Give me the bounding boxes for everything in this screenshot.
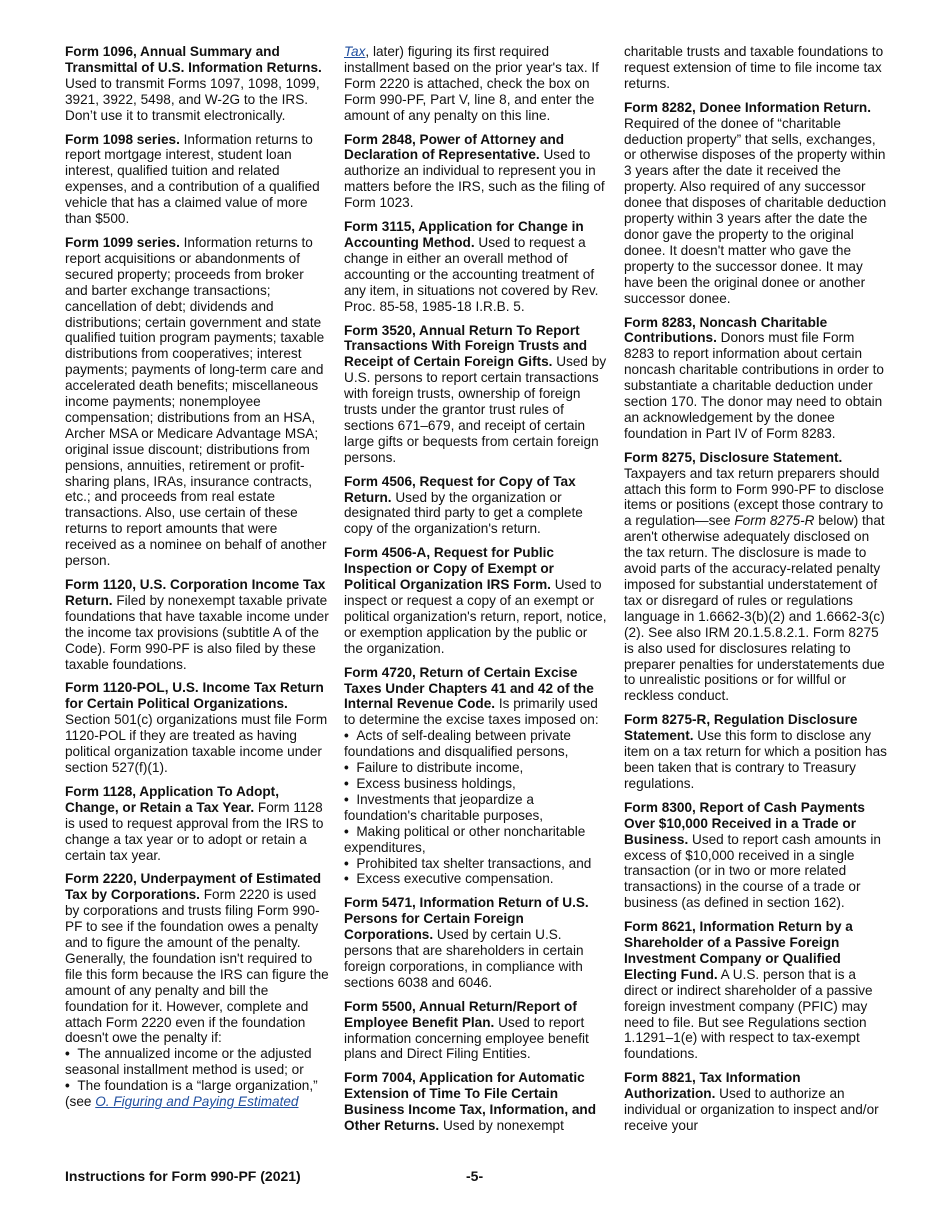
form-5471-entry: Form 5471, Information Return of U.S. Persons for Certain Foreign Corporations. Used by certain U.S. persons that are shareholders in certain foreign corporations, in compliance with sections 6038 and 6046. (344, 895, 589, 990)
form-8275-r-entry: Form 8275-R, Regulation Disclosure Statement. Use this form to disclose any item on a tax return for which a position has been taken that is contrary to Treasury regulations. (624, 712, 887, 791)
list-item: • The annualized income or the adjusted seasonal installment method is used; or (65, 1046, 329, 1078)
list-item: • Acts of self-dealing between private foundations and disqualified persons, (344, 728, 608, 760)
form-8282-entry: Form 8282, Donee Information Return. Required of the donee of “charitable deduction property” that sells, exchanges, or otherwise disposes of the property within 3 years after the date it received the property. Also required of any successor donee that disposes of charitable deduction property within 3 years after the date the donor gave the property to the original donee. It doesn't matter who gave the property to the successor donee. It may have been the original donee or another successor donee. (624, 99, 887, 306)
form-1096-entry: Form 1096, Annual Summary and Transmittal of U.S. Information Returns. Used to transmit Forms 1097, 1098, 1099, 3921, 3922, 5498, and W-2G to the IRS. Don’t use it to transmit electronically. (65, 44, 322, 123)
form-8275-entry: Form 8275, Disclosure Statement. Taxpayers and tax return preparers should attach this form to Form 990-PF to disclose items or positions (except those contrary to a regulation—see Form 8275-R below) that aren't otherwise adequately disclosed on the tax return. The disclosure is made to avoid parts of the accuracy-related penalty imposed for substantial understatement of tax or disregard of rules or regulations language in 1.6662-3(b)(2) and 1.6662-3(c)(2). See also IRM 20.1.5.8.2.1. Form 8275 is also used for disclosures relating to preparer penalties for understatements due to unrealistic positions or for willful or reckless conduct. (624, 449, 885, 704)
list-item: • Excess executive compensation. (344, 871, 608, 887)
form-7004-continued: charitable trusts and taxable foundations to request extension of time to file income tax returns. (624, 44, 884, 91)
estimated-tax-link[interactable]: O. Figuring and Paying Estimated (95, 1094, 299, 1110)
form-3520-entry: Form 3520, Annual Return To Report Transactions With Foreign Trusts and Receipt of Certain Foreign Gifts. Used by U.S. persons to report certain transactions with foreign trusts, ownership of foreign trusts under the grantor trust rules of sections 671–679, and receipt of certain large gifts or bequests from certain foreign persons. (344, 322, 607, 465)
form-4720-entry: Form 4720, Return of Certain Excise Taxes Under Chapters 41 and 42 of the Internal Revenue Code. Is primarily used to determine the excise taxes imposed on: • Acts of self-dealing between private foundations and disqualified persons, • Failure to distribute income, • Excess business holdings, • Investments that jeopardize a foundation's charitable purposes, • Making political or other noncharitable expenditures, • Prohibited tax shelter transactions, and • Excess executive compensation. (344, 665, 608, 888)
form-5500-entry: Form 5500, Annual Return/Report of Employee Benefit Plan. Used to report information concerning employee benefit plans and Direct Filing Entities. (344, 998, 589, 1062)
footer-document-title: Instructions for Form 990-PF (2021) (65, 1168, 301, 1184)
form-2220-continued: Tax, later) figuring its first required installment based on the prior year's tax. If Form 2220 is attached, check the box on Form 990-PF, Part V, line 8, and enter the amount of any penalty on this line. (344, 44, 599, 123)
column-right (624, 44, 888, 1142)
column-left (65, 44, 329, 1118)
list-item: • Investments that jeopardize a foundation's charitable purposes, (344, 792, 608, 824)
form-1098-entry: Form 1098 series. Information returns to report mortgage interest, student loan interest, qualified tuition and related expenses, and a contribution of a qualified vehicle that has a claimed value of more than $500. (65, 131, 320, 227)
page-number: -5- (466, 1168, 484, 1184)
form-2220-entry: Form 2220, Underpayment of Estimated Tax by Corporations. Form 2220 is used by corporations and trusts filing Form 990-PF to see if the foundation owes a penalty and to figure the amount of the penalty. Generally, the foundation isn't required to file this form because the IRS can figure the amount of any penalty and bill the foundation for it. However, complete and attach Form 2220 even if the foundation doesn't owe the penalty if: • The annualized income or the adjusted seasonal installment method is used; or • The foundation is a “large organization,” (see O. Figuring and Paying Estimated (65, 871, 329, 1110)
form-1120-entry: Form 1120, U.S. Corporation Income Tax Return. Filed by nonexempt taxable private foundations that have taxable income under the income tax provisions (subtitle A of the Code). Form 990-PF is also filed by these taxable foundations. (65, 577, 329, 672)
list-item: • Making political or other noncharitable expenditures, (344, 824, 608, 856)
form-2220-bullet-list (65, 1046, 329, 1110)
form-8821-entry: Form 8821, Tax Information Authorization. Used to authorize an individual or organization to inspect and/or receive your (624, 1070, 879, 1133)
form-4720-bullet-list (344, 728, 608, 887)
form-8283-entry: Form 8283, Noncash Charitable Contributions. Donors must file Form 8283 to report information about certain noncash charitable contributions in order to substantiate a charitable deduction under section 170. The donor may need to obtain an acknowledgement by the donee foundation in Part IV of Form 8283. (624, 314, 884, 441)
list-item: • Excess business holdings, (344, 776, 608, 792)
form-8300-entry: Form 8300, Report of Cash Payments Over $10,000 Received in a Trade or Business. Used to report cash amounts in excess of $10,000 received in a single transaction (or in two or more related transactions) in the course of a trade or business (as defined in section 162). (624, 799, 881, 911)
column-middle (344, 44, 608, 1142)
form-2848-entry: Form 2848, Power of Attorney and Declaration of Representative. Used to authorize an individual to represent you in matters before the IRS, such as the filing of Form 1023. (344, 131, 605, 211)
list-item: • The foundation is a “large organization,” (see O. Figuring and Paying Estimated (65, 1078, 329, 1110)
form-7004-entry: Form 7004, Application for Automatic Extension of Time To File Certain Business Income Tax, Information, and Other Returns. Used by nonexempt (344, 1070, 597, 1134)
form-1120-pol-entry: Form 1120-POL, U.S. Income Tax Return for Certain Political Organizations. Section 501(c) organizations must file Form 1120-POL if they are treated as having political organization taxable income under section 527(f)(1). (65, 680, 328, 775)
form-1099-entry: Form 1099 series. Information returns to report acquisitions or abandonments of secured property; proceeds from broker and barter exchange transactions; cancellation of debt; dividends and distributions; certain government and state qualified tuition program payments; taxable distributions from cooperatives; interest payments; payments of long-term care and accelerated death benefits; miscellaneous income payments; nonemployee compensation; distributions from an HSA, Archer MSA or Medicare Advantage MSA; original issue discount; distributions from pensions, annuities, retirement or profit-sharing plans, IRAs, insurance contracts, etc.; and proceeds from real estate transactions. Also, use certain of these returns to report amounts that were received as a nominee on behalf of another person. (65, 234, 327, 569)
list-item: • Prohibited tax shelter transactions, and (344, 856, 608, 872)
list-item: • Failure to distribute income, (344, 760, 608, 776)
form-3115-entry: Form 3115, Application for Change in Accounting Method. Used to request a change in either an overall method of accounting or the accounting treatment of any item, in situations not covered by Rev. Proc. 85-58, 1985-18 I.R.B. 5. (344, 219, 599, 314)
form-4506-entry: Form 4506, Request for Copy of Tax Return. Used by the organization or designated third party to get a complete copy of the organization's return. (344, 473, 583, 537)
tax-link[interactable]: Tax (344, 44, 366, 59)
form-4506-a-entry: Form 4506-A, Request for Public Inspection or Copy of Exempt or Political Organization IRS Form. Used to inspect or request a copy of an exempt or political organization's return, report, notice, or exemption application by the public or the organization. (344, 545, 607, 656)
form-1128-entry: Form 1128, Application To Adopt, Change, or Retain a Tax Year. Form 1128 is used to request approval from the IRS to change a tax year or to adopt or retain a certain tax year. (65, 783, 324, 863)
form-8621-entry: Form 8621, Information Return by a Shareholder of a Passive Foreign Investment Company or Qualified Electing Fund. A U.S. person that is a direct or indirect shareholder of a passive foreign investment company (PFIC) may need to file. But see Regulations section 1.1291–1(e) with respect to tax-exempt foundations. (624, 919, 873, 1062)
